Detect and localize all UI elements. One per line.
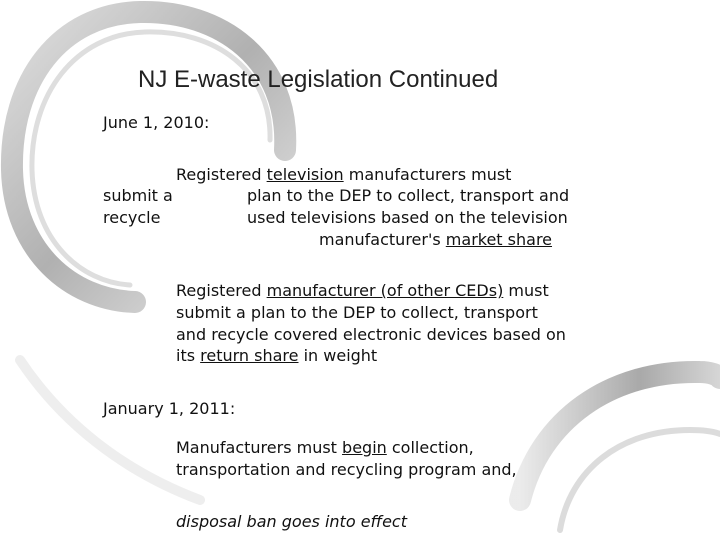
tv-line-2-left: submit a [103,186,173,205]
swirl-large [12,12,285,302]
text: manufacturers must [343,165,512,184]
swirl-bottom-left [20,360,200,500]
tv-line-4 [319,230,552,249]
tv-line-1 [176,165,511,184]
text: in weight [298,346,378,365]
disposal-ban-text: disposal ban goes into effect [176,512,407,531]
text: Registered [176,165,267,184]
text: its [176,346,201,365]
text: Manufacturers must [176,438,343,457]
begin-line-2: transportation and recycling program and, [176,460,517,479]
swirl-bottom-right [520,372,720,500]
date-heading-june-2010: June 1, 2010: [103,113,210,132]
tv-line-3-left: recycle [103,208,161,227]
text: Registered [176,281,267,300]
text: manufacturer's [319,230,446,249]
underlined-text: market share [445,230,553,249]
ced-line-2: submit a plan to the DEP to collect, transport [176,303,538,322]
begin-line-1 [176,438,474,457]
ced-line-3: and recycle covered electronic devices based on [176,325,566,344]
underlined-text: manufacturer (of other CEDs) [266,281,504,300]
underlined-text: television [266,165,344,184]
text: collection, [386,438,474,457]
underlined-text: begin [342,438,387,457]
slide-title: NJ E-waste Legislation Continued [138,66,499,93]
underlined-text: return share [200,346,299,365]
tv-line-3-right: used televisions based on the television [247,208,568,227]
text: must [503,281,549,300]
swirl-bottom-right-inner [560,430,720,530]
date-heading-january-2011: January 1, 2011: [103,399,236,418]
ced-line-1 [176,281,549,300]
tv-line-2-right: plan to the DEP to collect, transport and [247,186,570,205]
ced-line-4 [176,346,377,365]
